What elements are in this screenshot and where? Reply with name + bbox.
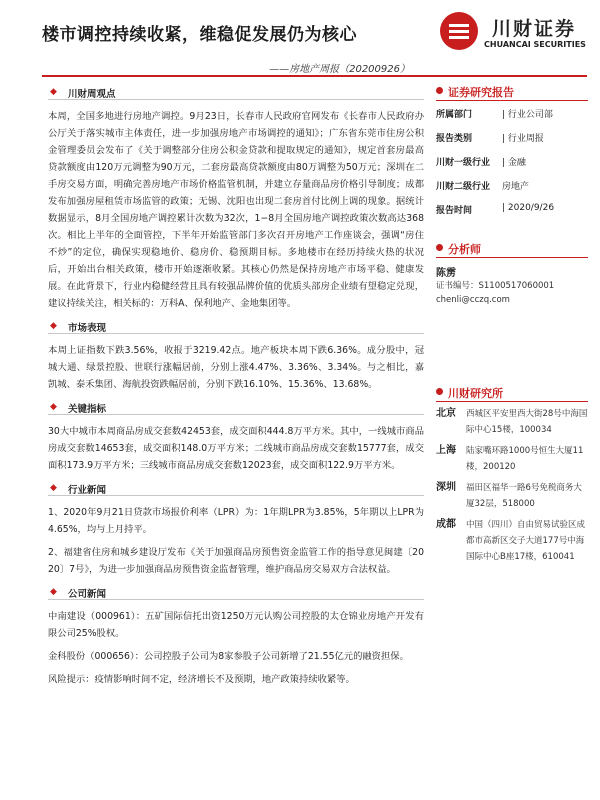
paragraph: 金科股份（000656）：公司控股子公司为8家参股子公司新增了21.55亿元的融资担保。 (48, 651, 409, 662)
report-subtitle: ——房地产周报（20200926） (269, 64, 410, 75)
office-detail: 中国（四川）自由贸易试验区成都市高新区交子大道177号中海国际中心B座17楼，610041 (466, 520, 586, 562)
office-city: 成都 (436, 519, 456, 530)
paragraph: 本周上证指数下跌3.56%，收报于3219.42点。地产板块本周下跌6.36%。成分股中，冠城大通、绿景控股、世联行涨幅居前，分别上涨4.47%、3.36%、3.34%。与之相比，嘉凯城、泰禾集团、海航投资跌幅居前，分别下跌16.10%、15.36%、13.68%。 (48, 345, 424, 390)
logo-name: 川财证券 (492, 18, 577, 40)
office-city: 北京 (436, 408, 456, 419)
office-address (436, 517, 588, 565)
info-row (436, 101, 588, 125)
paragraph: 1、2020年9月21日贷款市场报价利率（LPR）为：1年期LPR为3.85%，5年期以上LPR为4.65%，均与上月持平。 (48, 507, 424, 535)
main-content (48, 84, 424, 688)
office-city: 深圳 (436, 482, 456, 493)
info-key: 报告类别 (436, 134, 473, 144)
info-value: | 行业公司部 (502, 110, 553, 120)
paragraph: 30大中城市本周商品房成交套数42453套，成交面积444.8万平方米。其中，一线城市商品房成交套数14653套，成交面积148.0万平方米；二线城市商品房成交套数15777套，成交面积173.9万平方米；三线城市商品房成交套数12023套，成交面积122.9万平方米。 (48, 426, 424, 471)
section-header (48, 318, 424, 338)
paragraph: 中南建设（000961）：五矿国际信托出资1250万元认购公司控股的太仓锦业房地产开发有限公司25%股权。 (48, 611, 424, 639)
office-detail: 西城区平安里西大街28号中海国际中心15楼，100034 (466, 409, 588, 435)
section-header (48, 84, 424, 104)
office-city: 上海 (436, 445, 456, 456)
section-title: 市场表现 (68, 323, 107, 334)
info-value: | 2020/9/26 (502, 203, 555, 213)
section-title: 关键指标 (68, 404, 107, 415)
bullet-icon: ◆ (50, 87, 57, 97)
info-value: | 金融 (502, 158, 526, 168)
bullet-icon: ◆ (50, 483, 57, 493)
office-detail: 福田区福华一路6号免税商务大厦32层，518000 (466, 483, 582, 509)
info-key: 川财一级行业 (436, 158, 491, 168)
section-title: 川财周观点 (68, 89, 116, 100)
office-detail: 陆家嘴环路1000号恒生大厦11楼，200120 (466, 446, 584, 472)
info-row (436, 197, 588, 221)
logo-mark-icon (440, 12, 478, 50)
bullet-icon: ◆ (50, 402, 57, 412)
info-row (436, 149, 588, 173)
section-header (48, 480, 424, 500)
section-title: 行业新闻 (68, 485, 107, 496)
info-value: | 行业周报 (502, 134, 544, 144)
company-logo (440, 12, 590, 56)
report-info-heading: 证券研究报告 (436, 84, 588, 101)
office-address (436, 480, 588, 512)
section-header (48, 584, 424, 604)
logo-english-name: CHUANCAI SECURITIES (484, 40, 586, 49)
analyst-name: 陈雳 (436, 268, 456, 279)
bullet-icon: ◆ (50, 587, 57, 597)
analyst-certificate: 证书编号：S1100517060001 (436, 281, 555, 291)
header-divider (42, 75, 587, 77)
info-key: 川财二级行业 (436, 182, 491, 192)
info-value: 房地产 (502, 182, 530, 192)
analyst-heading: 分析师 (436, 241, 588, 258)
info-key: 报告时间 (436, 206, 473, 216)
info-key: 所属部门 (436, 110, 473, 120)
paragraph: 2、福建省住房和城乡建设厅发布《关于加强商品房预售资金监管工作的指导意见闽建〔2020〕7号》，为进一步加强商品房预售资金监督管理，维护商品房交易双方合法权益。 (48, 547, 424, 575)
section-header (48, 399, 424, 419)
info-row (436, 125, 588, 149)
info-row (436, 173, 588, 197)
analyst-email: chenli@cczq.com (436, 295, 510, 305)
office-address (436, 443, 588, 475)
risk-warning: 风险提示：疫情影响时间不定，经济增长不及预期，地产政策持续收紧等。 (48, 674, 355, 685)
section-title: 公司新闻 (68, 589, 107, 600)
report-title: 楼市调控持续收紧，维稳促发展仍为核心 (42, 25, 357, 45)
paragraph: 本周，全国多地进行房地产调控。9月23日，长春市人民政府官网发布《长春市人民政府办公厅关于落实城市主体责任，进一步加强房地产市场调控的通知》；广东省东莞市住房公积金管理委员会发布了《关于调整部分住房公积金贷款和提取规定的通知》，规定首套房最高贷款额度由120万元调整为90万元，二套房最高贷款额度由80万调整为50万元；深圳在二手房交易方面，明确完善房地产市场价格监管机制，并建立存量商品房价格引导制度；成都发布加强房屋租赁市场监管的政策；无锡、沈阳也出现二套房首付比例上调的现象。据统计数据显示，8月全国房地产调控累计次数为32次，1−8月全国房地产调控政策次数高达368次。相比上半年的全面管控，下半年开始监管部门多次召开房地产工作座谈会，强调“房住不炒”的定位，确保实现稳地价、稳房价、稳预期目标。多地楼市在经历持续火热的状况后，开始出台相关政策，楼市开始逐渐收紧。其核心仍然是保持房地产市场平稳、健康发展。在此背景下，行业内稳健经营且具有较强品牌价值的优质头部房企业绩有望稳定兑现，建议持续关注，相关标的：万科A、保利地产、金地集团等。 (48, 111, 424, 309)
bullet-icon: ◆ (50, 321, 57, 331)
research-institute-heading: 川财研究所 (436, 385, 588, 402)
office-address (436, 406, 588, 438)
sidebar (436, 84, 588, 570)
